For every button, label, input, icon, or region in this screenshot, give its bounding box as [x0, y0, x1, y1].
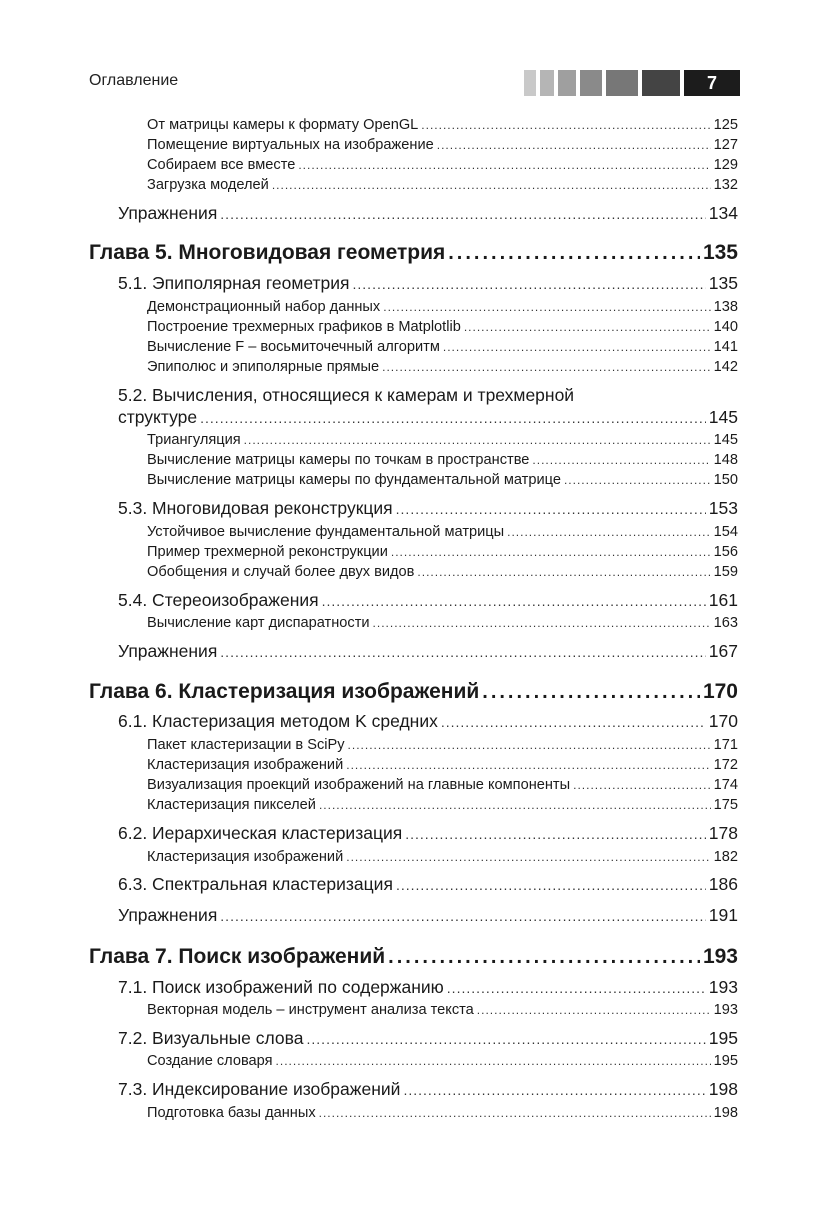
toc-entry-title: Упражнения: [118, 203, 218, 223]
toc-entry-page: 178: [708, 823, 738, 843]
leader-dots: [244, 433, 711, 447]
toc-entry-title: Построение трехмерных графиков в Matplotlib: [147, 319, 461, 335]
toc-entry-page: 135: [708, 273, 738, 293]
toc-entry-title-line1[interactable]: 5.2. Вычисления, относящиеся к камерам и трехмерной: [118, 385, 575, 405]
toc-entry-title: структуре: [118, 407, 198, 427]
leader-dots: [403, 1082, 705, 1098]
toc-entry-page: 141: [713, 339, 738, 355]
toc-chapter-page: 170: [702, 680, 738, 703]
toc-entry[interactable]: [147, 177, 738, 193]
leader-dots: [441, 714, 706, 730]
decor-bar: [606, 70, 638, 96]
leader-dots: [353, 276, 706, 292]
leader-dots: [573, 778, 711, 792]
leader-dots: [319, 1106, 711, 1120]
toc-entry-title: 6.3. Спектральная кластеризация: [118, 874, 393, 894]
toc-entry[interactable]: [118, 203, 738, 224]
leader-dots: [396, 877, 706, 893]
toc-entry-title: Вычисление F – восьмиточечный алгоритм: [147, 339, 440, 355]
toc-entry-page: 195: [713, 1053, 738, 1069]
page-number: 7: [684, 70, 740, 96]
leader-dots: [396, 501, 706, 517]
toc-entry-page: 129: [713, 157, 738, 173]
toc-entry-page: 145: [708, 407, 738, 427]
decor-bar: [580, 70, 602, 96]
leader-dots: [391, 545, 711, 559]
toc-entry-page: 134: [708, 203, 738, 223]
toc-entry-title: Обобщения и случай более двух видов: [147, 564, 415, 580]
toc-entry-title: Пример трехмерной реконструкции: [147, 544, 388, 560]
toc-entry-title: 5.4. Стереоизображения: [118, 590, 319, 610]
toc-entry-title: 6.2. Иерархическая кластеризация: [118, 823, 403, 843]
toc-entry[interactable]: [118, 498, 738, 519]
toc-entry[interactable]: [118, 590, 738, 611]
leader-dots: [443, 340, 711, 354]
toc-entry-title: Создание словаря: [147, 1053, 273, 1069]
toc-entry[interactable]: [118, 711, 738, 732]
leader-dots: [346, 850, 710, 864]
toc-entry[interactable]: [147, 157, 738, 173]
toc-entry-page: 150: [713, 472, 738, 488]
toc-entry-page: 161: [708, 590, 738, 610]
decor-bar: [642, 70, 680, 96]
toc-entry-title: Пакет кластеризации в SciPy: [147, 737, 345, 753]
leader-dots: [532, 453, 710, 467]
leader-dots: [383, 300, 710, 314]
toc-entry[interactable]: [147, 615, 738, 631]
decor-bar: [524, 70, 536, 96]
toc-entry[interactable]: [118, 641, 738, 662]
toc-entry-page: 191: [708, 905, 738, 925]
toc-entry-title: Упражнения: [118, 641, 218, 661]
toc-entry-page: 145: [713, 432, 738, 448]
toc-entry-page: 182: [713, 849, 738, 865]
toc-chapter-title: Глава 5. Многовидовая геометрия: [89, 241, 446, 264]
toc-entry[interactable]: [118, 905, 738, 926]
toc-entry[interactable]: [147, 737, 738, 753]
decor-bar: [558, 70, 576, 96]
toc-entry-page: 198: [708, 1079, 738, 1099]
toc-entry[interactable]: [147, 339, 738, 355]
toc-entry[interactable]: [147, 757, 738, 773]
toc-entry-page: 153: [708, 498, 738, 518]
toc-entry-page: 159: [713, 564, 738, 580]
toc-chapter[interactable]: [89, 945, 738, 969]
toc-entry-page: 193: [708, 977, 738, 997]
leader-dots: [272, 178, 711, 192]
leader-dots: [447, 980, 706, 996]
toc-entry[interactable]: [147, 544, 738, 560]
leader-dots: [348, 738, 711, 752]
leader-dots: [507, 525, 711, 539]
toc-entry-title: Вычисление карт диспаратности: [147, 615, 370, 631]
toc-entry-page: 132: [713, 177, 738, 193]
leader-dots: [477, 1003, 711, 1017]
running-title: Оглавление: [89, 72, 179, 89]
toc-entry-title: Триангуляция: [147, 432, 241, 448]
toc-chapter-title: Глава 7. Поиск изображений: [89, 945, 386, 968]
toc-entry[interactable]: [147, 1053, 738, 1069]
toc-entry-page: 156: [713, 544, 738, 560]
toc-entry-title: Загрузка моделей: [147, 177, 269, 193]
toc-entry-page: 142: [713, 359, 738, 375]
toc-entry-page: 193: [713, 1002, 738, 1018]
leader-dots: [373, 616, 711, 630]
toc-entry-title: Вычисление матрицы камеры по точкам в пространстве: [147, 452, 530, 468]
header-decor-bars: [524, 70, 740, 96]
leader-dots: [405, 826, 706, 842]
toc-entry-page: 138: [713, 299, 738, 315]
toc-entry-page: 163: [713, 615, 738, 631]
toc-entry-page: 172: [713, 757, 738, 773]
toc-entry-title: Демонстрационный набор данных: [147, 299, 381, 315]
leader-dots: [482, 681, 700, 704]
toc-entry[interactable]: [147, 524, 738, 540]
toc-chapter[interactable]: [89, 241, 738, 265]
toc-entry[interactable]: [147, 359, 738, 375]
toc-entry[interactable]: [118, 823, 738, 844]
page-header: [89, 70, 739, 96]
toc-entry-title: Эпиполюс и эпиполярные прямые: [147, 359, 380, 375]
leader-dots: [276, 1054, 711, 1068]
toc-entry-title: 5.3. Многовидовая реконструкция: [118, 498, 393, 518]
toc-entry-page: 125: [713, 117, 738, 133]
toc-entry-title: Собираем все вместе: [147, 157, 296, 173]
toc-entry-title: 5.1. Эпиполярная геометрия: [118, 273, 350, 293]
toc-entry-page: 198: [713, 1105, 738, 1121]
toc-entry[interactable]: [147, 472, 738, 488]
leader-dots: [322, 593, 706, 609]
toc-entry-title: Вычисление матрицы камеры по фундаментальной матрице: [147, 472, 561, 488]
toc-entry-page: 195: [708, 1028, 738, 1048]
toc-entry-title: Упражнения: [118, 905, 218, 925]
toc-entry-page: 127: [713, 137, 738, 153]
toc-entry[interactable]: [118, 1028, 738, 1049]
leader-dots: [564, 473, 711, 487]
leader-dots: [307, 1031, 706, 1047]
leader-dots: [298, 158, 710, 172]
toc-entry-title: Визуализация проекций изображений на главные компоненты: [147, 777, 571, 793]
leader-dots: [388, 946, 700, 969]
leader-dots: [220, 206, 706, 222]
toc-entry-title: От матрицы камеры к формату OpenGL: [147, 117, 419, 133]
leader-dots: [464, 320, 711, 334]
leader-dots: [417, 565, 710, 579]
toc-entry[interactable]: [118, 874, 738, 895]
toc-entry-page: 140: [713, 319, 738, 335]
leader-dots: [382, 360, 711, 374]
leader-dots: [220, 644, 706, 660]
toc-entry-title: Помещение виртуальных на изображение: [147, 137, 434, 153]
toc-entry-page: 167: [708, 641, 738, 661]
toc-chapter[interactable]: [89, 680, 738, 704]
toc-entry[interactable]: [147, 299, 738, 315]
toc-entry[interactable]: [118, 407, 738, 428]
toc-entry[interactable]: [147, 849, 738, 865]
toc-entry[interactable]: [147, 564, 738, 580]
leader-dots: [220, 908, 706, 924]
decor-bar: [540, 70, 554, 96]
toc-entry[interactable]: [147, 117, 738, 133]
leader-dots: [421, 118, 710, 132]
toc-entry-page: 175: [713, 797, 738, 813]
toc-entry-title: 6.1. Кластеризация методом K средних: [118, 711, 438, 731]
leader-dots: [437, 138, 711, 152]
leader-dots: [346, 758, 710, 772]
leader-dots: [200, 410, 706, 426]
toc-entry-page: 186: [708, 874, 738, 894]
toc-entry-title: 7.2. Визуальные слова: [118, 1028, 304, 1048]
toc-entry-title: Кластеризация изображений: [147, 849, 344, 865]
toc-entry-title: Кластеризация пикселей: [147, 797, 316, 813]
toc-entry[interactable]: [147, 777, 738, 793]
toc-entry-title: Устойчивое вычисление фундаментальной матрицы: [147, 524, 505, 540]
toc-entry[interactable]: [118, 977, 738, 998]
leader-dots: [448, 242, 700, 265]
toc-entry[interactable]: [118, 1079, 738, 1100]
toc-entry[interactable]: [147, 452, 738, 468]
leader-dots: [319, 798, 711, 812]
toc-chapter-page: 193: [702, 945, 738, 968]
toc-entry[interactable]: [147, 137, 738, 153]
toc-entry-title: Кластеризация изображений: [147, 757, 344, 773]
toc-entry[interactable]: [147, 319, 738, 335]
toc-entry-title: Векторная модель – инструмент анализа текста: [147, 1002, 474, 1018]
toc-entry-page: 171: [713, 737, 738, 753]
toc-entry-title: 7.3. Индексирование изображений: [118, 1079, 401, 1099]
toc-entry[interactable]: [147, 432, 738, 448]
toc-entry[interactable]: [147, 797, 738, 813]
toc-entry[interactable]: [147, 1002, 738, 1018]
toc-entry-page: 148: [713, 452, 738, 468]
toc-entry-title: Подготовка базы данных: [147, 1105, 316, 1121]
toc-entry-page: 170: [708, 711, 738, 731]
toc-entry[interactable]: [118, 273, 738, 294]
toc-entry-page: 154: [713, 524, 738, 540]
toc-entry-title: 7.1. Поиск изображений по содержанию: [118, 977, 444, 997]
toc-chapter-page: 135: [702, 241, 738, 264]
toc-chapter-title: Глава 6. Кластеризация изображений: [89, 680, 480, 703]
toc-entry-page: 174: [713, 777, 738, 793]
toc-entry[interactable]: [147, 1105, 738, 1121]
